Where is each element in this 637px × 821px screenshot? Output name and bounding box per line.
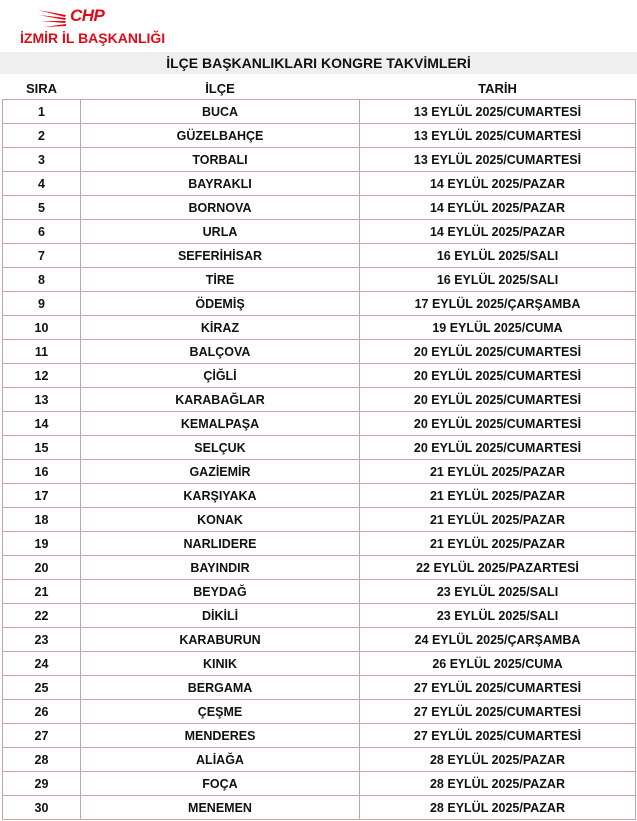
header <box>0 0 637 50</box>
row-date: 21 EYLÜL 2025/PAZAR <box>360 532 636 556</box>
table-row <box>3 580 636 604</box>
table-row <box>3 340 636 364</box>
row-district: BUCA <box>81 100 360 124</box>
table-row <box>3 484 636 508</box>
row-number: 20 <box>3 556 81 580</box>
row-date: 27 EYLÜL 2025/CUMARTESİ <box>360 676 636 700</box>
row-district: BEYDAĞ <box>81 580 360 604</box>
org-name: İZMİR İL BAŞKANLIĞI <box>20 30 166 46</box>
row-date: 27 EYLÜL 2025/CUMARTESİ <box>360 724 636 748</box>
row-number: 25 <box>3 676 81 700</box>
table-row <box>3 700 636 724</box>
table-row <box>3 628 636 652</box>
table-row <box>3 556 636 580</box>
row-district: KEMALPAŞA <box>81 412 360 436</box>
row-date: 20 EYLÜL 2025/CUMARTESİ <box>360 388 636 412</box>
row-district: TORBALI <box>81 148 360 172</box>
table-row <box>3 172 636 196</box>
row-number: 8 <box>3 268 81 292</box>
row-number: 12 <box>3 364 81 388</box>
row-number: 10 <box>3 316 81 340</box>
table-row <box>3 796 636 820</box>
row-date: 14 EYLÜL 2025/PAZAR <box>360 220 636 244</box>
row-district: ALİAĞA <box>81 748 360 772</box>
row-district: KINIK <box>81 652 360 676</box>
row-date: 13 EYLÜL 2025/CUMARTESİ <box>360 148 636 172</box>
row-number: 19 <box>3 532 81 556</box>
table-row <box>3 652 636 676</box>
row-date: 20 EYLÜL 2025/CUMARTESİ <box>360 436 636 460</box>
table-row <box>3 388 636 412</box>
table-row <box>3 196 636 220</box>
row-district: BAYRAKLI <box>81 172 360 196</box>
row-district: KARABAĞLAR <box>81 388 360 412</box>
row-date: 19 EYLÜL 2025/CUMA <box>360 316 636 340</box>
row-number: 4 <box>3 172 81 196</box>
row-district: ÖDEMİŞ <box>81 292 360 316</box>
row-number: 5 <box>3 196 81 220</box>
table-row <box>3 676 636 700</box>
row-date: 14 EYLÜL 2025/PAZAR <box>360 172 636 196</box>
row-number: 14 <box>3 412 81 436</box>
table-row <box>3 292 636 316</box>
row-district: KİRAZ <box>81 316 360 340</box>
row-district: KARŞIYAKA <box>81 484 360 508</box>
row-number: 28 <box>3 748 81 772</box>
column-header-tarih: TARİH <box>478 80 517 96</box>
table-row <box>3 124 636 148</box>
table-header-row <box>3 77 636 100</box>
table-row <box>3 460 636 484</box>
row-district: BERGAMA <box>81 676 360 700</box>
row-date: 17 EYLÜL 2025/ÇARŞAMBA <box>360 292 636 316</box>
row-date: 16 EYLÜL 2025/SALI <box>360 244 636 268</box>
row-number: 18 <box>3 508 81 532</box>
row-date: 21 EYLÜL 2025/PAZAR <box>360 508 636 532</box>
row-number: 7 <box>3 244 81 268</box>
row-number: 26 <box>3 700 81 724</box>
row-number: 2 <box>3 124 81 148</box>
congress-schedule-table <box>2 77 636 820</box>
row-date: 24 EYLÜL 2025/ÇARŞAMBA <box>360 628 636 652</box>
table-row <box>3 220 636 244</box>
row-number: 21 <box>3 580 81 604</box>
row-district: BALÇOVA <box>81 340 360 364</box>
row-district: KONAK <box>81 508 360 532</box>
row-date: 23 EYLÜL 2025/SALI <box>360 604 636 628</box>
row-district: TİRE <box>81 268 360 292</box>
logo-text: CHP <box>70 6 105 25</box>
row-number: 13 <box>3 388 81 412</box>
row-district: MENDERES <box>81 724 360 748</box>
row-number: 15 <box>3 436 81 460</box>
row-number: 16 <box>3 460 81 484</box>
row-number: 29 <box>3 772 81 796</box>
row-date: 28 EYLÜL 2025/PAZAR <box>360 772 636 796</box>
row-date: 20 EYLÜL 2025/CUMARTESİ <box>360 364 636 388</box>
row-date: 22 EYLÜL 2025/PAZARTESİ <box>360 556 636 580</box>
column-header-sira: SIRA <box>25 80 58 96</box>
row-date: 23 EYLÜL 2025/SALI <box>360 580 636 604</box>
row-district: URLA <box>81 220 360 244</box>
row-district: MENEMEN <box>81 796 360 820</box>
row-date: 28 EYLÜL 2025/PAZAR <box>360 796 636 820</box>
row-date: 20 EYLÜL 2025/CUMARTESİ <box>360 340 636 364</box>
row-district: KARABURUN <box>81 628 360 652</box>
column-header-ilce: İLÇE <box>205 80 235 96</box>
row-number: 30 <box>3 796 81 820</box>
row-district: DİKİLİ <box>81 604 360 628</box>
row-date: 27 EYLÜL 2025/CUMARTESİ <box>360 700 636 724</box>
row-date: 13 EYLÜL 2025/CUMARTESİ <box>360 124 636 148</box>
table-row <box>3 436 636 460</box>
row-number: 6 <box>3 220 81 244</box>
table-row <box>3 268 636 292</box>
table-row <box>3 316 636 340</box>
row-number: 3 <box>3 148 81 172</box>
row-number: 17 <box>3 484 81 508</box>
row-date: 21 EYLÜL 2025/PAZAR <box>360 484 636 508</box>
table-row <box>3 244 636 268</box>
row-date: 26 EYLÜL 2025/CUMA <box>360 652 636 676</box>
table-row <box>3 508 636 532</box>
row-number: 23 <box>3 628 81 652</box>
row-district: BAYINDIR <box>81 556 360 580</box>
row-district: SELÇUK <box>81 436 360 460</box>
row-number: 1 <box>3 100 81 124</box>
row-number: 24 <box>3 652 81 676</box>
row-district: ÇİĞLİ <box>81 364 360 388</box>
row-district: SEFERİHİSAR <box>81 244 360 268</box>
row-district: GÜZELBAHÇE <box>81 124 360 148</box>
table-row <box>3 148 636 172</box>
table-row <box>3 532 636 556</box>
table-row <box>3 100 636 124</box>
table-row <box>3 748 636 772</box>
row-district: FOÇA <box>81 772 360 796</box>
row-number: 9 <box>3 292 81 316</box>
page-title: İLÇE BAŞKANLIKLARI KONGRE TAKVİMLERİ <box>0 52 637 74</box>
row-number: 27 <box>3 724 81 748</box>
row-date: 14 EYLÜL 2025/PAZAR <box>360 196 636 220</box>
row-date: 21 EYLÜL 2025/PAZAR <box>360 460 636 484</box>
row-district: NARLIDERE <box>81 532 360 556</box>
table-row <box>3 724 636 748</box>
row-district: ÇEŞME <box>81 700 360 724</box>
row-date: 13 EYLÜL 2025/CUMARTESİ <box>360 100 636 124</box>
row-number: 22 <box>3 604 81 628</box>
row-date: 16 EYLÜL 2025/SALI <box>360 268 636 292</box>
table-row <box>3 772 636 796</box>
table-row <box>3 412 636 436</box>
row-district: GAZİEMİR <box>81 460 360 484</box>
row-date: 20 EYLÜL 2025/CUMARTESİ <box>360 412 636 436</box>
row-district: BORNOVA <box>81 196 360 220</box>
row-date: 28 EYLÜL 2025/PAZAR <box>360 748 636 772</box>
table-row <box>3 604 636 628</box>
table-row <box>3 364 636 388</box>
row-number: 11 <box>3 340 81 364</box>
